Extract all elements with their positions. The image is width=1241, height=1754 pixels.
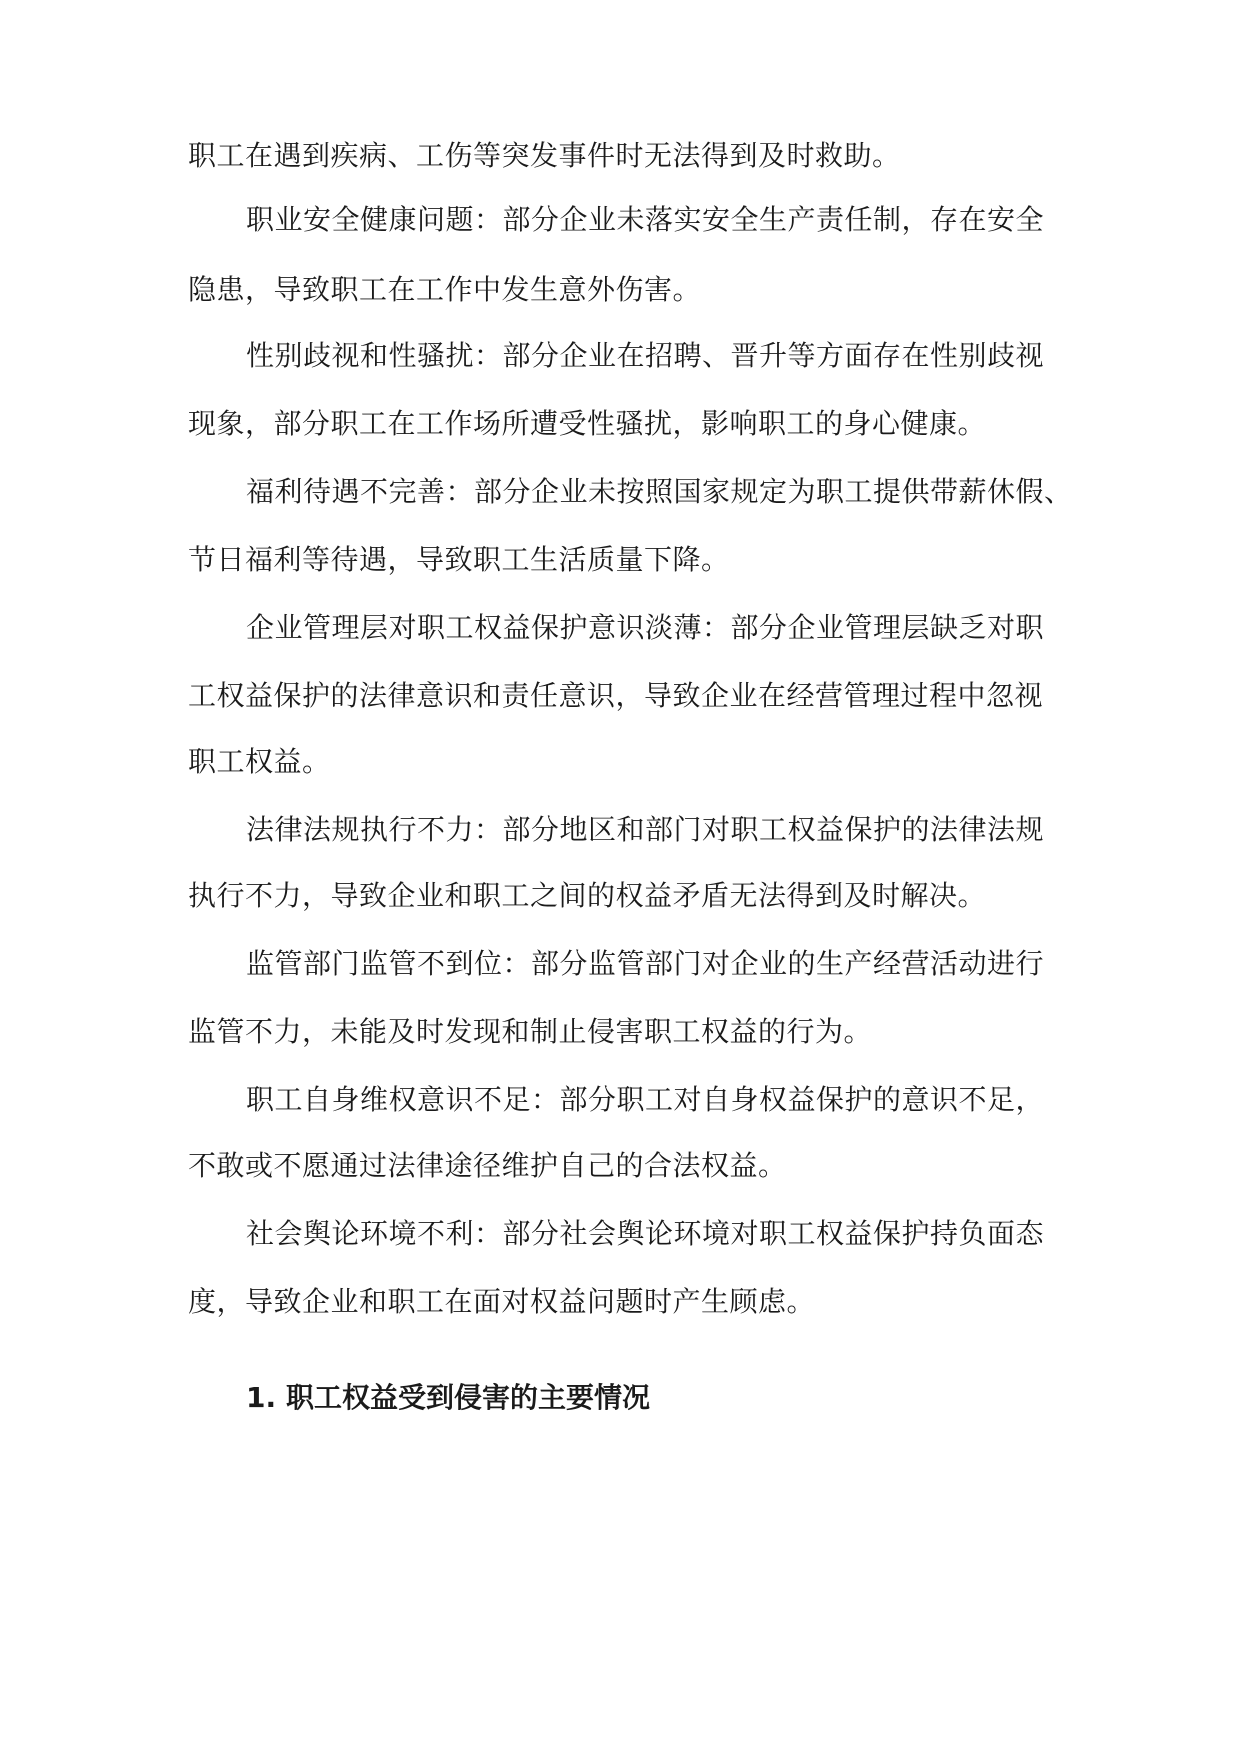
paragraph-line: 工权益保护的法律意识和责任意识，导致企业在经营管理过程中忽视 bbox=[188, 679, 1044, 712]
section-number: 1. bbox=[246, 1381, 277, 1414]
paragraph-line: 职工权益。 bbox=[188, 745, 331, 778]
paragraph-line: 职工在遇到疾病、工伤等突发事件时无法得到及时救助。 bbox=[188, 139, 901, 172]
paragraph-line: 现象，部分职工在工作场所遭受性骚扰，影响职工的身心健康。 bbox=[188, 407, 987, 440]
paragraph-line: 隐患，导致职工在工作中发生意外伤害。 bbox=[188, 273, 702, 306]
paragraph-line: 企业管理层对职工权益保护意识淡薄：部分企业管理层缺乏对职 bbox=[246, 611, 1045, 644]
paragraph-line: 度，导致企业和职工在面对权益问题时产生顾虑。 bbox=[188, 1285, 816, 1318]
paragraph-line: 职工自身维权意识不足：部分职工对自身权益保护的意识不足， bbox=[246, 1083, 1045, 1116]
paragraph-line: 福利待遇不完善：部分企业未按照国家规定为职工提供带薪休假、 bbox=[246, 475, 1073, 508]
paragraph-line: 监管部门监管不到位：部分监管部门对企业的生产经营活动进行 bbox=[246, 947, 1045, 980]
paragraph-line: 社会舆论环境不利：部分社会舆论环境对职工权益保护持负面态 bbox=[246, 1217, 1045, 1250]
paragraph-line: 监管不力，未能及时发现和制止侵害职工权益的行为。 bbox=[188, 1015, 873, 1048]
section-title: 职工权益受到侵害的主要情况 bbox=[286, 1381, 651, 1414]
section-heading bbox=[246, 1380, 650, 1416]
paragraph-line: 性别歧视和性骚扰：部分企业在招聘、晋升等方面存在性别歧视 bbox=[246, 339, 1045, 372]
paragraph-line: 不敢或不愿通过法律途径维护自己的合法权益。 bbox=[188, 1149, 787, 1182]
paragraph-line: 节日福利等待遇，导致职工生活质量下降。 bbox=[188, 543, 730, 576]
paragraph-line: 职业安全健康问题：部分企业未落实安全生产责任制，存在安全 bbox=[246, 203, 1045, 236]
paragraph-line: 法律法规执行不力：部分地区和部门对职工权益保护的法律法规 bbox=[246, 813, 1045, 846]
paragraph-line: 执行不力，导致企业和职工之间的权益矛盾无法得到及时解决。 bbox=[188, 879, 987, 912]
